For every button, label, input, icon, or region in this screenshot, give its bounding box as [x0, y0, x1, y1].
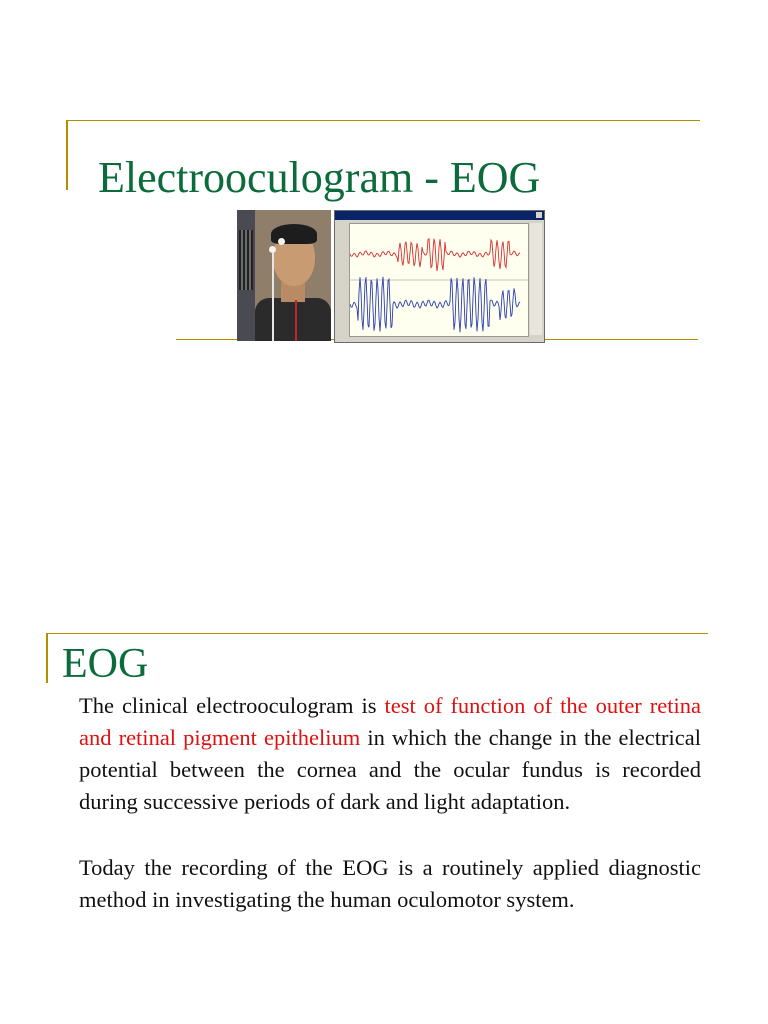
title-accent-top-rule: [66, 120, 700, 121]
electrode-temple: [278, 238, 285, 245]
slide-2-accent-top-rule: [46, 633, 708, 634]
close-icon: [536, 212, 542, 218]
slide-1-title: Electrooculogram - EOG: [98, 153, 541, 202]
waveform-trace-bottom: [350, 277, 520, 332]
window-title-bar: [335, 211, 544, 220]
window-side-panel: [530, 223, 542, 335]
eog-recording-window: [334, 210, 545, 343]
paragraph-1-text: The clinical electrooculogram is: [79, 693, 385, 718]
slide-2-accent-vertical: [46, 633, 48, 683]
paragraph-1: [79, 690, 701, 818]
waveform-plot: [349, 223, 529, 337]
slide-2-title: EOG: [62, 641, 149, 687]
bookshelf: [237, 210, 255, 341]
title-accent-vertical: [66, 120, 68, 190]
eog-subject-photo: [237, 210, 331, 341]
waveform-trace-top: [350, 239, 520, 271]
waveform-svg: [350, 224, 528, 336]
electrode-wire: [272, 252, 274, 341]
paragraph-1-highlight: test of function of the outer retina and retinal pigment epithelium: [79, 693, 701, 750]
electrode-wire-red: [295, 300, 297, 341]
paragraph-1-text-end: in which the change in the electrical potential between the cornea and the ocular fundus is recorded during successive periods of dark and light adaptation.: [79, 725, 701, 814]
paragraph-2: Today the recording of the EOG is a routinely applied diagnostic method in investigating the human oculomotor system.: [79, 855, 701, 912]
slide-2-body: [79, 690, 701, 916]
shirt: [255, 298, 331, 341]
